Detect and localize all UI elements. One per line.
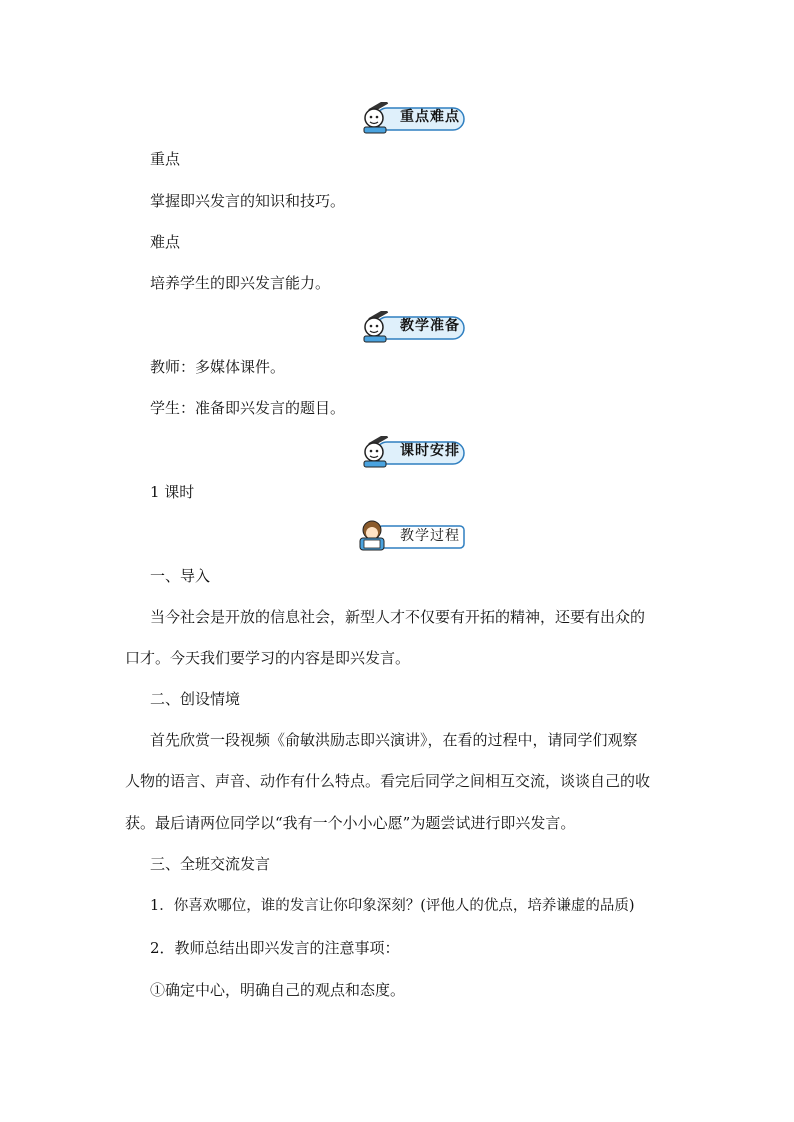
section-badge-schedule	[356, 436, 466, 468]
step1-line2: 口才。今天我们要学习的内容是即兴发言。	[125, 649, 411, 667]
key-text: 掌握即兴发言的知识和技巧。	[150, 192, 346, 210]
difficult-text: 培养学生的即兴发言能力。	[150, 274, 331, 292]
step2-heading: 二、创设情境	[150, 690, 241, 708]
step2-line2: 人物的语言、声音、动作有什么特点。看完后同学之间相互交流，谈谈自己的收	[125, 772, 651, 790]
step2-line3: 获。最后请两位同学以“我有一个小小心愿”为题尝试进行即兴发言。	[125, 814, 576, 832]
schedule-text: 1 课时	[150, 483, 195, 501]
key-label: 重点	[150, 150, 181, 168]
section-title: 课时安排	[400, 443, 460, 459]
step3-heading: 三、全班交流发言	[150, 855, 271, 873]
section-badge-preparation	[356, 311, 466, 343]
step1-heading: 一、导入	[150, 567, 211, 585]
student-prep: 学生：准备即兴发言的题目。	[150, 399, 346, 417]
step3-item2: 2．教师总结出即兴发言的注意事项：	[150, 939, 400, 957]
step3-item3: ①确定中心，明确自己的观点和态度。	[150, 981, 406, 999]
section-badge-key-points	[356, 102, 466, 134]
section-title: 教学过程	[400, 528, 460, 544]
step2-line1: 首先欣赏一段视频《俞敏洪励志即兴演讲》，在看的过程中，请同学们观察	[150, 731, 638, 749]
step1-line1: 当今社会是开放的信息社会，新型人才不仅要有开拓的精神，还要有出众的	[150, 608, 646, 626]
section-title: 重点难点	[400, 109, 460, 125]
section-title: 教学准备	[400, 318, 460, 334]
teacher-prep: 教师：多媒体课件。	[150, 358, 286, 376]
section-badge-process	[356, 518, 466, 550]
difficult-label: 难点	[150, 233, 181, 251]
step3-item1: 1．你喜欢哪位，谁的发言让你印象深刻？(评他人的优点，培养谦虚的品质)	[150, 898, 635, 914]
